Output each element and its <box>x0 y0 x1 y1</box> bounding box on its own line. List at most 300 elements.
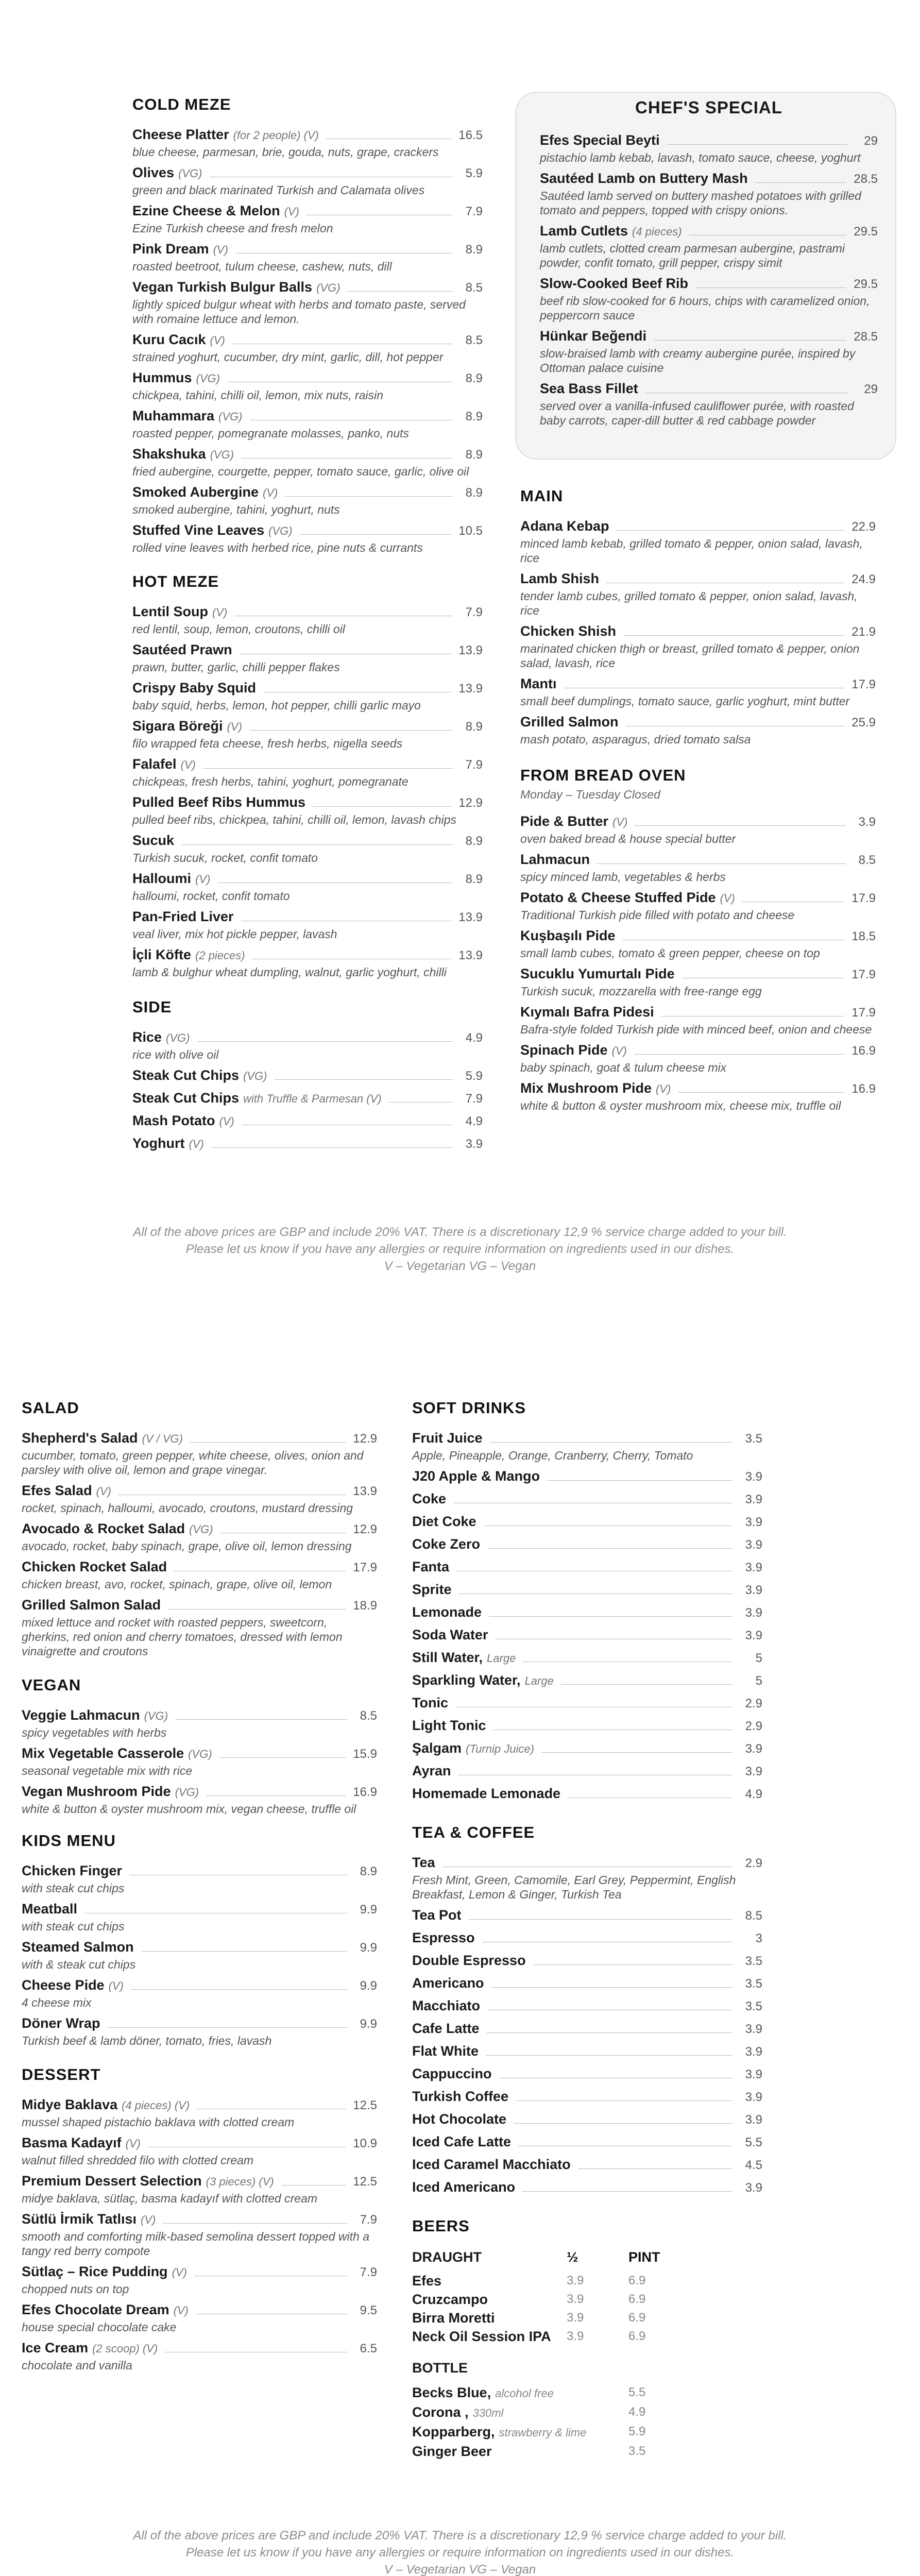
leader-line <box>678 1092 844 1093</box>
item-name: Sütlü İrmik Tatlısı <box>22 2211 137 2227</box>
leader-line <box>533 1964 732 1965</box>
item-name: Lentil Soup <box>132 604 208 619</box>
item-name: Shakshuka <box>132 446 206 462</box>
item-note: (VG) <box>268 524 293 537</box>
item-price: 13.9 <box>458 948 483 962</box>
item-price: 13.9 <box>353 1484 377 1498</box>
item-name: Macchiato <box>412 1998 481 2013</box>
item-note: (V) <box>284 205 299 218</box>
item-name: Espresso <box>412 1930 475 1945</box>
menu-item-row <box>22 2211 377 2228</box>
leader-line <box>617 530 845 531</box>
leader-line <box>249 730 453 731</box>
leader-line <box>211 1147 453 1148</box>
item-note: (V) <box>141 2213 156 2226</box>
item-name: Cafe Latte <box>412 2021 480 2036</box>
item-note: (V) <box>108 1979 124 1992</box>
item-name: Homemade Lemonade <box>412 1786 561 1801</box>
item-price: 25.9 <box>851 716 876 730</box>
menu-item <box>132 794 483 827</box>
menu-item <box>22 2263 377 2296</box>
bottle-name: Becks Blue, <box>412 2385 491 2400</box>
menu-item-row <box>22 2134 377 2152</box>
menu-item <box>412 1490 762 1508</box>
item-note: (V) <box>172 2266 187 2279</box>
item-name: Coke Zero <box>412 1536 481 1552</box>
item-name: Cappuccino <box>412 2066 492 2081</box>
leader-line <box>285 496 453 497</box>
item-description: chickpeas, fresh herbs, tahini, yoghurt, pomegranate <box>132 775 408 788</box>
item-name: Tea Pot <box>412 1907 462 1923</box>
section-title: KIDS MENU <box>22 1832 116 1850</box>
item-name: Lamb Cutlets <box>540 223 628 239</box>
item-price: 3.5 <box>745 1977 762 1991</box>
item-name: Iced Cafe Latte <box>412 2134 512 2149</box>
menu-item <box>412 1558 762 1576</box>
section-title: SOFT DRINKS <box>412 1399 526 1417</box>
menu-item-row <box>22 1745 377 1762</box>
item-name: Kuru Cacık <box>132 332 206 347</box>
item-name: Steak Cut Chips <box>132 1067 240 1083</box>
item-description: rice with olive oil <box>132 1048 219 1061</box>
menu-item <box>412 1997 762 2015</box>
menu-item-row <box>520 851 876 869</box>
menu-item-row <box>22 1862 377 1880</box>
menu-item <box>540 132 878 165</box>
leader-line <box>490 1442 732 1443</box>
item-note: (V) <box>213 243 228 256</box>
menu-item-row <box>520 1042 876 1059</box>
item-description: Sautéed lamb served on buttery mashed potatoes with grilled tomato and peppers, topped with crispy onions. <box>540 189 861 217</box>
item-name: Sütlaç – Rice Pudding <box>22 2264 168 2279</box>
half-head: ½ <box>567 2249 578 2265</box>
item-name: Tea <box>412 1855 435 1870</box>
menu-item-row <box>412 2065 762 2083</box>
menu-item <box>520 813 876 846</box>
menu-item <box>520 965 876 998</box>
leader-line <box>348 291 453 292</box>
item-description: mussel shaped pistachio baklava with clotted cream <box>22 2115 295 2129</box>
leader-line <box>203 768 453 769</box>
item-note: Large <box>524 1674 554 1687</box>
item-description: Traditional Turkish pide filled with potato and cheese <box>520 908 795 922</box>
bottle-name-cell <box>412 2403 628 2422</box>
item-name: Şalgam <box>412 1740 462 1756</box>
item-name: Iced Americano <box>412 2179 516 2195</box>
menu-item <box>412 1975 762 1992</box>
item-price: 7.9 <box>360 2265 377 2279</box>
item-name: Americano <box>412 1975 484 1991</box>
item-price: 12.5 <box>353 2175 377 2189</box>
item-price: 10.9 <box>353 2137 377 2150</box>
menu-item-row <box>412 1740 762 1757</box>
item-name: Sucuk <box>132 833 175 848</box>
item-note: (VG) <box>316 281 340 294</box>
item-description: strained yoghurt, cucumber, dry mint, garlic, dill, hot pepper <box>132 350 444 364</box>
leader-line <box>487 2032 732 2033</box>
item-price: 3.9 <box>745 2181 762 2195</box>
menu-item-row <box>412 1626 762 1644</box>
menu-item-row <box>132 641 483 659</box>
menu-item-row <box>22 1558 377 1576</box>
menu-item-row <box>22 1482 377 1500</box>
menu-item-row <box>520 813 876 831</box>
item-price: 10.5 <box>458 524 483 538</box>
menu-item <box>22 1707 377 1740</box>
leader-line <box>313 806 451 807</box>
item-note: (V) <box>189 1138 204 1150</box>
menu-item <box>520 623 876 670</box>
item-name: Sprite <box>412 1582 452 1597</box>
item-description: Turkish beef & lamb döner, tomato, fries, lavash <box>22 2034 272 2047</box>
item-note: (V) <box>173 2304 189 2317</box>
menu-item-row <box>132 279 483 296</box>
item-name: Sautéed Lamb on Buttery Mash <box>540 171 748 186</box>
drinks-column <box>412 1399 762 2461</box>
footer-line: All of the above prices are GBP and include 20% VAT. There is a discretionary 12,9 % service charge added to your bill. <box>133 1225 787 1239</box>
menu-item <box>520 851 876 884</box>
menu-item <box>412 2065 762 2083</box>
beer-name: Cruzcampo <box>412 2292 488 2307</box>
leader-line <box>597 863 846 864</box>
menu-item <box>132 1067 483 1084</box>
item-description: chicken breast, avo, rocket, spinach, grape, olive oil, lemon <box>22 1578 332 1591</box>
item-price: 17.9 <box>851 1006 876 1020</box>
item-description: pistachio lamb kebab, lavash, tomato sauce, cheese, yoghurt <box>540 151 861 164</box>
menu-item-row <box>412 1907 762 1924</box>
item-name: Grilled Salmon Salad <box>22 1597 161 1613</box>
item-description: lamb cutlets, clotted cream parmesan aubergine, pastrami powder, confit tomato, grill pepper, crispy simit <box>540 242 845 269</box>
item-description: mash potato, asparagus, dried tomato salsa <box>520 733 751 746</box>
bottle-price: 4.9 <box>628 2405 646 2419</box>
item-description: with steak cut chips <box>22 1920 125 1933</box>
item-price: 8.5 <box>858 853 876 867</box>
item-price: 8.9 <box>465 486 483 500</box>
beer-pint-price: 6.9 <box>628 2292 646 2306</box>
main-section <box>520 487 876 1118</box>
menu-item-row <box>412 2179 762 2196</box>
item-price: 9.5 <box>360 2303 377 2317</box>
item-price: 8.5 <box>465 333 483 347</box>
item-price: 9.9 <box>360 1941 377 1955</box>
item-description: seasonal vegetable mix with rice <box>22 1764 193 1777</box>
item-price: 3.9 <box>745 2022 762 2036</box>
item-name: Stuffed Vine Leaves <box>132 522 265 538</box>
item-description: baby spinach, goat & tulum cheese mix <box>520 1061 727 1074</box>
item-name: Cheese Platter <box>132 127 229 142</box>
menu-item <box>412 2179 762 2196</box>
item-name: Efes Chocolate Dream <box>22 2302 169 2317</box>
menu-item <box>412 1626 762 1644</box>
menu-item <box>520 570 876 618</box>
footer-line: All of the above prices are GBP and include 20% VAT. There is a discretionary 12,9 % service charge added to your bill. <box>133 2529 787 2543</box>
item-price: 16.9 <box>353 1785 377 1799</box>
leader-line <box>547 1480 732 1481</box>
item-description: small lamb cubes, tomato & green pepper, cheese on top <box>520 946 820 960</box>
menu-item-row <box>132 241 483 258</box>
menu-item-row <box>132 164 483 182</box>
menu-item-row <box>132 484 483 501</box>
item-name: Lamb Shish <box>520 571 600 586</box>
footer-line: V – Vegetarian VG – Vegan <box>384 1259 536 1273</box>
menu-item-row <box>412 1975 762 1992</box>
section-title: HOT MEZE <box>132 572 219 590</box>
beer-half-price: 3.9 <box>567 2329 584 2343</box>
leader-line <box>389 1102 453 1103</box>
item-price: 6.5 <box>360 2342 377 2355</box>
menu-item <box>412 1854 762 1902</box>
leader-line <box>487 1548 732 1549</box>
menu-item-row <box>132 1067 483 1084</box>
leader-line <box>695 287 846 288</box>
item-price: 7.9 <box>465 205 483 218</box>
item-price: 29.5 <box>854 277 878 291</box>
menu-item <box>132 1090 483 1107</box>
item-description: Turkish sucuk, mozzarella with free-range egg <box>520 985 762 998</box>
menu-item-row <box>520 518 876 535</box>
item-name: Fanta <box>412 1559 450 1574</box>
item-price: 2.9 <box>745 1719 762 1733</box>
item-description: house special chocolate cake <box>22 2320 177 2334</box>
item-price: 17.9 <box>851 968 876 981</box>
item-description: white & button & oyster mushroom mix, vegan cheese, truffle oil <box>22 1802 356 1816</box>
section-title: BEERS <box>412 2217 470 2235</box>
menu-item <box>132 202 483 235</box>
item-price: 3.9 <box>745 2067 762 2081</box>
menu-item <box>412 1740 762 1757</box>
leader-line <box>755 182 847 183</box>
menu-item <box>412 1581 762 1599</box>
item-name: Pide & Butter <box>520 814 609 829</box>
beer-name: Neck Oil Session IPA <box>412 2329 551 2344</box>
menu-item-row <box>540 223 878 240</box>
item-price: 3.5 <box>745 1999 762 2013</box>
bottle-row <box>412 2403 762 2422</box>
menu-item-row <box>22 1939 377 1956</box>
item-note: (VG) <box>178 167 202 180</box>
bottle-name: Ginger Beer <box>412 2444 492 2459</box>
item-description: Turkish sucuk, rocket, confit tomato <box>132 851 318 865</box>
bottle-note: alcohol free <box>495 2387 554 2400</box>
item-price: 17.9 <box>851 891 876 905</box>
item-description: chickpea, tahini, chilli oil, lemon, mix nuts, raisin <box>132 388 384 402</box>
item-description: with steak cut chips <box>22 1882 125 1895</box>
menu-item-row <box>520 623 876 640</box>
item-name: Halloumi <box>132 871 192 886</box>
item-price: 3.9 <box>745 2113 762 2127</box>
item-name: Döner Wrap <box>22 2015 100 2031</box>
item-note: (V) <box>227 720 242 733</box>
menu-item-row <box>22 2015 377 2032</box>
section-title: FROM BREAD OVEN <box>520 766 686 784</box>
draught-beer-row <box>412 2327 762 2346</box>
menu-item <box>22 1597 377 1658</box>
item-note: (V / VG) <box>142 1432 183 1445</box>
draught-header <box>412 2248 762 2266</box>
item-note: (for 2 people) (V) <box>233 129 319 142</box>
draught-beer-row <box>412 2309 762 2327</box>
item-price: 3.9 <box>745 1629 762 1642</box>
leader-line <box>131 1989 347 1990</box>
item-price: 3.9 <box>745 1606 762 1620</box>
item-note: (V) <box>612 816 628 828</box>
bottle-name-cell <box>412 2383 628 2403</box>
item-name: Hummus <box>132 370 192 385</box>
menu-item <box>520 675 876 708</box>
item-price: 3.9 <box>745 1583 762 1597</box>
leader-line <box>634 1054 844 1055</box>
menu-item-row <box>412 2133 762 2151</box>
leader-line <box>489 1616 732 1617</box>
menu-item <box>412 2156 762 2174</box>
item-name: Double Espresso <box>412 1953 526 1968</box>
menu-item-row <box>22 1520 377 1538</box>
menu-item-row <box>132 446 483 463</box>
item-price: 28.5 <box>854 172 878 186</box>
item-price: 3.9 <box>745 1538 762 1552</box>
menu-item <box>22 1939 377 1972</box>
menu-item <box>132 279 483 326</box>
leader-line <box>219 1757 346 1758</box>
menu-item <box>520 1042 876 1075</box>
leader-line <box>108 2027 347 2028</box>
menu-item <box>22 2211 377 2258</box>
item-description: mixed lettuce and rocket with roasted peppers, sweetcorn, gherkins, red onion and cherry tomatoes, dressed with lemon vinaigrette and croutons <box>22 1616 343 1658</box>
menu-item-row <box>132 946 483 964</box>
item-name: Olives <box>132 165 175 180</box>
menu-item <box>520 927 876 960</box>
leader-line <box>190 1442 346 1443</box>
menu-item-row <box>22 1977 377 1994</box>
item-name: Veggie Lahmacun <box>22 1707 140 1723</box>
menu-item-row <box>132 522 483 539</box>
menu-item-row <box>540 132 878 149</box>
section-title: SALAD <box>22 1399 79 1417</box>
menu-item-row <box>132 1029 483 1046</box>
item-price: 3.9 <box>858 815 876 829</box>
item-note: (VG) <box>210 448 234 461</box>
menu-item-row <box>412 1558 762 1576</box>
beer-pint-price: 6.9 <box>628 2329 646 2343</box>
menu-item <box>22 2096 377 2129</box>
menu-item-row <box>412 1785 762 1803</box>
menu-item <box>412 1952 762 1970</box>
menu-item <box>412 1694 762 1712</box>
menu-item <box>412 1672 762 1689</box>
item-price: 3.5 <box>745 1432 762 1446</box>
beer-half-price: 3.9 <box>567 2292 584 2306</box>
item-name: Coke <box>412 1491 447 1506</box>
leader-line <box>163 2223 347 2224</box>
draught-beer-row <box>412 2272 762 2290</box>
menu-item-row <box>22 2301 377 2319</box>
menu-item <box>22 1482 377 1515</box>
salad-section <box>22 1399 377 2378</box>
menu-item-row <box>132 369 483 387</box>
menu-item-row <box>22 1783 377 1801</box>
menu-item-row <box>412 2156 762 2174</box>
menu-item <box>132 1135 483 1153</box>
menu-item-row <box>520 889 876 907</box>
menu-item <box>132 331 483 364</box>
menu-item <box>540 328 878 375</box>
menu-item <box>412 2043 762 2060</box>
menu-item <box>22 2340 377 2372</box>
leader-line <box>635 825 846 826</box>
item-note: (2 pieces) <box>195 949 245 962</box>
item-description: chopped nuts on top <box>22 2282 129 2296</box>
bottle-price: 5.5 <box>628 2385 646 2399</box>
item-price: 8.9 <box>465 371 483 385</box>
item-name: Cheese Pide <box>22 1977 105 1993</box>
item-price: 3.9 <box>745 1742 762 1756</box>
item-price: 8.9 <box>465 720 483 734</box>
menu-item-row <box>132 603 483 621</box>
item-price: 29 <box>864 134 878 148</box>
item-name: Hot Chocolate <box>412 2111 507 2127</box>
menu-item-row <box>412 2020 762 2038</box>
item-name: Efes Special Beyti <box>540 132 660 148</box>
item-description: spicy minced lamb, vegetables & herbs <box>520 870 726 884</box>
item-name: Pulled Beef Ribs Hummus <box>132 794 306 810</box>
bottle-price: 5.9 <box>628 2425 646 2438</box>
menu-item <box>520 1080 876 1113</box>
item-name: Smoked Aubergine <box>132 484 259 500</box>
item-name: İçli Köfte <box>132 947 192 962</box>
item-name: Mix Vegetable Casserole <box>22 1745 184 1761</box>
leader-line <box>561 1684 732 1685</box>
item-description: roasted pepper, pomegranate molasses, panko, nuts <box>132 427 410 440</box>
menu-item <box>132 603 483 636</box>
item-description: slow-braised lamb with creamy aubergine purée, inspired by Ottoman palace cuisine <box>540 347 856 375</box>
item-note: (V) <box>263 486 278 499</box>
item-name: Flat White <box>412 2043 479 2059</box>
menu-item-row <box>22 2340 377 2357</box>
item-price: 12.5 <box>353 2098 377 2112</box>
item-description: tender lamb cubes, grilled tomato & pepper, onion salad, lavash, rice <box>520 589 858 617</box>
menu-item <box>412 1649 762 1667</box>
beer-name: Birra Moretti <box>412 2310 495 2326</box>
menu-item <box>132 241 483 274</box>
menu-item-row <box>132 794 483 811</box>
menu-item-row <box>132 408 483 425</box>
menu-item-row <box>22 1430 377 1447</box>
menu-item-row <box>132 832 483 850</box>
menu-item-row <box>540 170 878 188</box>
item-name: Yoghurt <box>132 1136 185 1151</box>
menu-item-row <box>412 1581 762 1599</box>
item-name: Light Tonic <box>412 1718 486 1733</box>
menu-item <box>412 1468 762 1485</box>
item-name: Avocado & Rocket Salad <box>22 1521 185 1536</box>
footer-line: Please let us know if you have any allergies or require information on ingredients used in our dishes. <box>185 1242 735 1256</box>
draught-beer-row <box>412 2290 762 2309</box>
item-name: Iced Caramel Macchiato <box>412 2157 571 2172</box>
item-description: Fresh Mint, Green, Camomile, Earl Grey, Peppermint, English Breakfast, Lemon & Ginger, Turkish Tea <box>412 1873 736 1901</box>
item-note: (V) <box>720 892 735 905</box>
item-price: 8.9 <box>465 872 483 886</box>
bottle-row <box>412 2442 762 2461</box>
menu-item-row <box>132 1090 483 1107</box>
item-note: (3 pieces) (V) <box>206 2175 274 2188</box>
bottle-name: Kopparberg, <box>412 2424 495 2439</box>
leader-line <box>206 1795 346 1796</box>
item-price: 5.9 <box>465 1069 483 1083</box>
item-note: (V) <box>210 334 225 347</box>
item-price: 16.5 <box>458 128 483 142</box>
item-note: (V) <box>125 2137 141 2150</box>
menu-item-row <box>520 570 876 588</box>
